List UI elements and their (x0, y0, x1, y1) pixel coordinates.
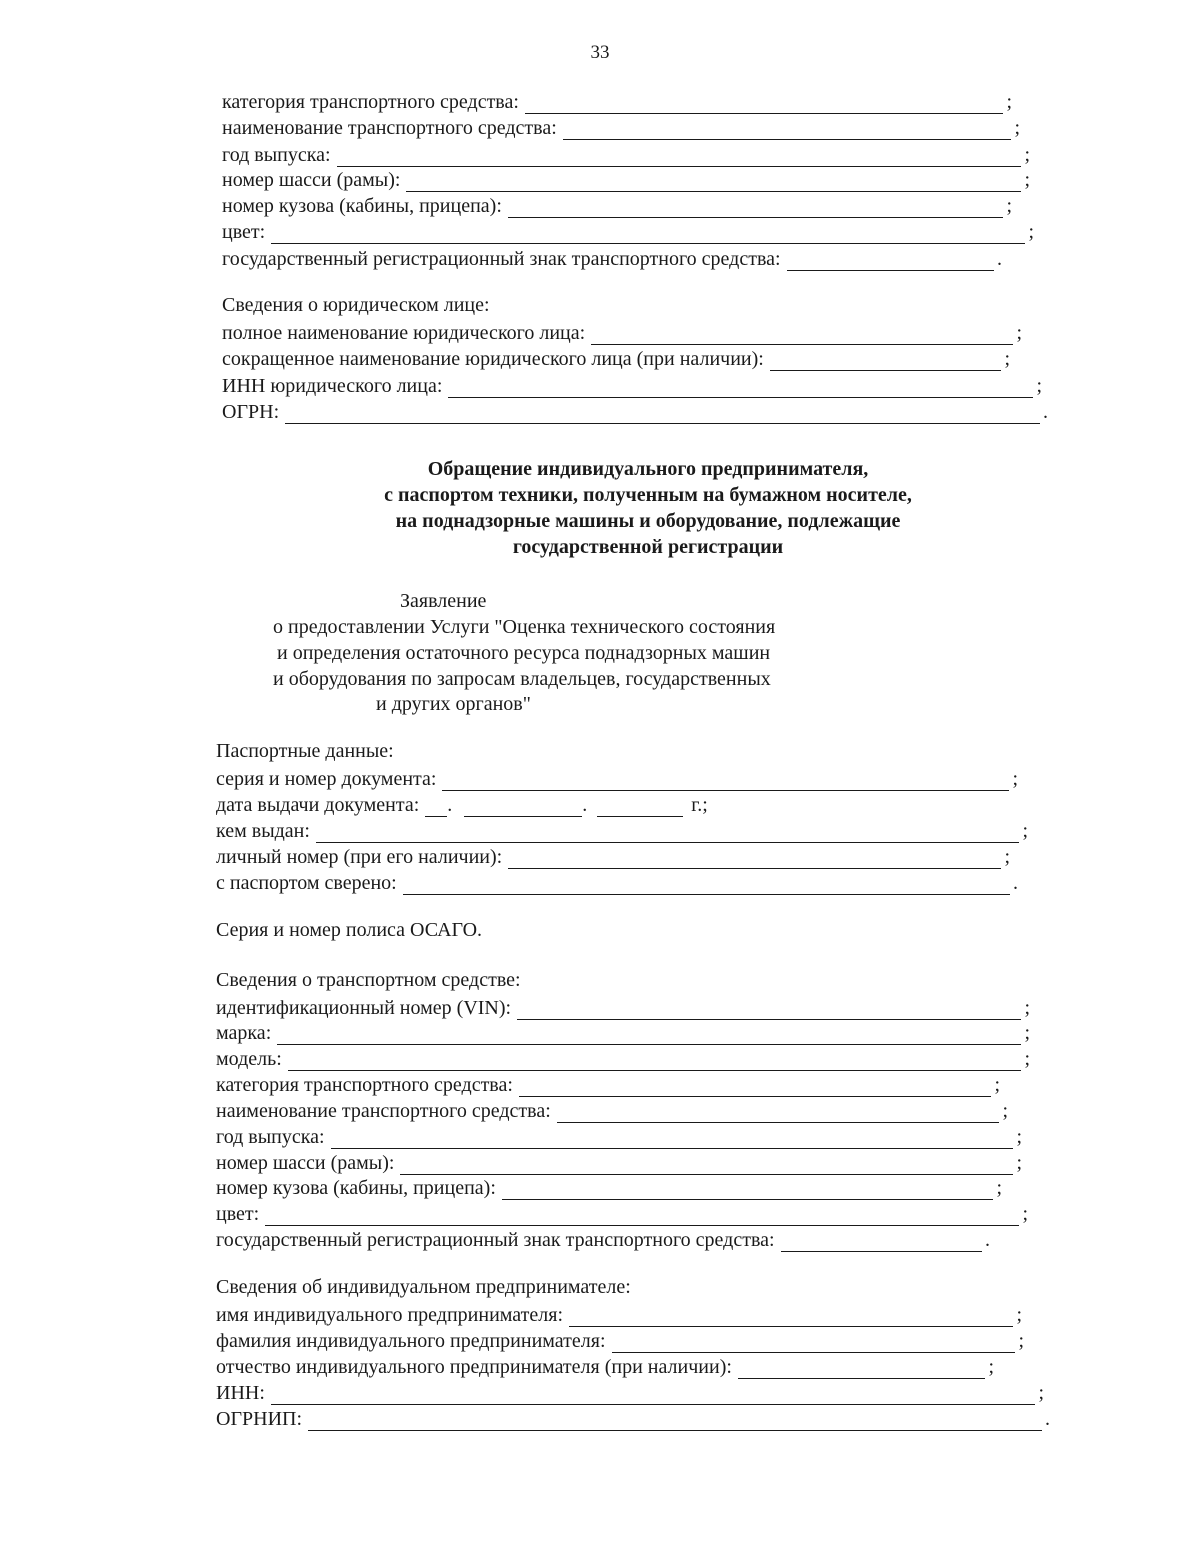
blank-line[interactable] (612, 1333, 1016, 1353)
blank-line[interactable] (557, 1103, 1000, 1123)
field-vehicle-year: год выпуска: ; (222, 144, 1030, 166)
section-title-line-4: государственной регистрации (512, 536, 784, 558)
statement-line-3: и оборудования по запросам владельцев, государственных (273, 668, 771, 690)
field-vehicle-plate: государственный регистрационный знак транспортного средства: . (222, 248, 1002, 270)
field-ip-patronymic: отчество индивидуального предпринимателя (при наличии): ; (216, 1356, 994, 1378)
field-vehicle2-color: цвет: ; (216, 1203, 1028, 1225)
field-vehicle2-name: наименование транспортного средства: ; (216, 1100, 1008, 1122)
field-ip-last-name: фамилия индивидуального предпринимателя: ; (216, 1330, 1024, 1352)
field-legal-full-name: полное наименование юридического лица: ; (222, 322, 1022, 344)
blank-line[interactable] (502, 1180, 994, 1200)
field-vehicle2-body: номер кузова (кабины, прицепа): ; (216, 1177, 1002, 1199)
field-passport-date: дата выдачи документа: . . г.; (216, 794, 708, 816)
field-vehicle-category: категория транспортного средства: ; (222, 91, 1012, 113)
blank-line[interactable] (265, 1206, 1019, 1226)
date-month-blank[interactable] (464, 797, 582, 817)
field-ip-ogrnip: ОГРНИП: . (216, 1408, 1050, 1430)
field-legal-ogrn: ОГРН: . (222, 401, 1048, 423)
osago-line: Серия и номер полиса ОСАГО. (216, 919, 483, 941)
blank-line[interactable] (308, 1411, 1042, 1431)
field-vin: идентификационный номер (VIN): ; (216, 997, 1030, 1019)
blank-line[interactable] (508, 849, 1001, 869)
blank-line[interactable] (519, 1077, 992, 1097)
section-title-line-3: на поднадзорные машины и оборудование, подлежащие (395, 510, 901, 532)
field-vehicle-color: цвет: ; (222, 221, 1034, 243)
statement-line-1: о предоставлении Услуги "Оценка технического состояния (273, 616, 776, 638)
field-brand: марка: ; (216, 1022, 1030, 1044)
date-day-blank[interactable] (425, 797, 447, 817)
page-number: 33 (590, 42, 610, 63)
passport-heading: Паспортные данные: (216, 740, 394, 762)
field-legal-inn: ИНН юридического лица: ; (222, 375, 1042, 397)
date-year-blank[interactable] (597, 797, 683, 817)
blank-line[interactable] (285, 404, 1040, 424)
section-title-line-2: с паспортом техники, полученным на бумажном носителе, (384, 484, 912, 506)
blank-line[interactable] (591, 325, 1013, 345)
field-vehicle2-category: категория транспортного средства: ; (216, 1074, 1000, 1096)
field-passport-personal-number: личный номер (при его наличии): ; (216, 846, 1010, 868)
statement-title: Заявление (400, 590, 487, 612)
blank-line[interactable] (508, 198, 1004, 218)
blank-line[interactable] (770, 351, 1002, 371)
blank-line[interactable] (277, 1025, 1021, 1045)
field-passport-issued-by: кем выдан: ; (216, 820, 1028, 842)
field-vehicle2-year: год выпуска: ; (216, 1126, 1022, 1148)
field-model: модель: ; (216, 1048, 1030, 1070)
field-ip-inn: ИНН: ; (216, 1382, 1044, 1404)
blank-line[interactable] (337, 147, 1022, 167)
statement-line-4: и других органов" (376, 693, 531, 715)
field-vehicle-body: номер кузова (кабины, прицепа): ; (222, 195, 1012, 217)
blank-line[interactable] (403, 875, 1010, 895)
blank-line[interactable] (525, 94, 1004, 114)
field-legal-short-name: сокращенное наименование юридического лица (при наличии): ; (222, 348, 1010, 370)
field-vehicle2-plate: государственный регистрационный знак транспортного средства: . (216, 1229, 990, 1251)
section-title-line-1: Обращение индивидуального предпринимателя, (427, 458, 869, 480)
field-vehicle-name: наименование транспортного средства: ; (222, 117, 1020, 139)
statement-line-2: и определения остаточного ресурса поднадзорных машин (277, 642, 771, 664)
blank-line[interactable] (288, 1051, 1022, 1071)
field-vehicle2-chassis: номер шасси (рамы): ; (216, 1152, 1022, 1174)
entrepreneur-heading: Сведения об индивидуальном предпринимателе: (216, 1276, 631, 1298)
field-ip-first-name: имя индивидуального предпринимателя: ; (216, 1304, 1022, 1326)
blank-line[interactable] (448, 378, 1033, 398)
blank-line[interactable] (271, 1385, 1036, 1405)
blank-line[interactable] (406, 172, 1021, 192)
legal-entity-heading: Сведения о юридическом лице: (222, 294, 490, 316)
blank-line[interactable] (569, 1307, 1013, 1327)
blank-line[interactable] (331, 1129, 1014, 1149)
blank-line[interactable] (787, 251, 994, 271)
vehicle-heading: Сведения о транспортном средстве: (216, 969, 521, 991)
blank-line[interactable] (563, 120, 1012, 140)
blank-line[interactable] (781, 1232, 982, 1252)
blank-line[interactable] (442, 771, 1009, 791)
blank-line[interactable] (738, 1359, 986, 1379)
field-vehicle-chassis: номер шасси (рамы): ; (222, 169, 1030, 191)
blank-line[interactable] (271, 224, 1025, 244)
blank-line[interactable] (517, 1000, 1021, 1020)
field-passport-series: серия и номер документа: ; (216, 768, 1018, 790)
blank-line[interactable] (400, 1155, 1013, 1175)
field-passport-verified: с паспортом сверено: . (216, 872, 1018, 894)
blank-line[interactable] (316, 823, 1019, 843)
